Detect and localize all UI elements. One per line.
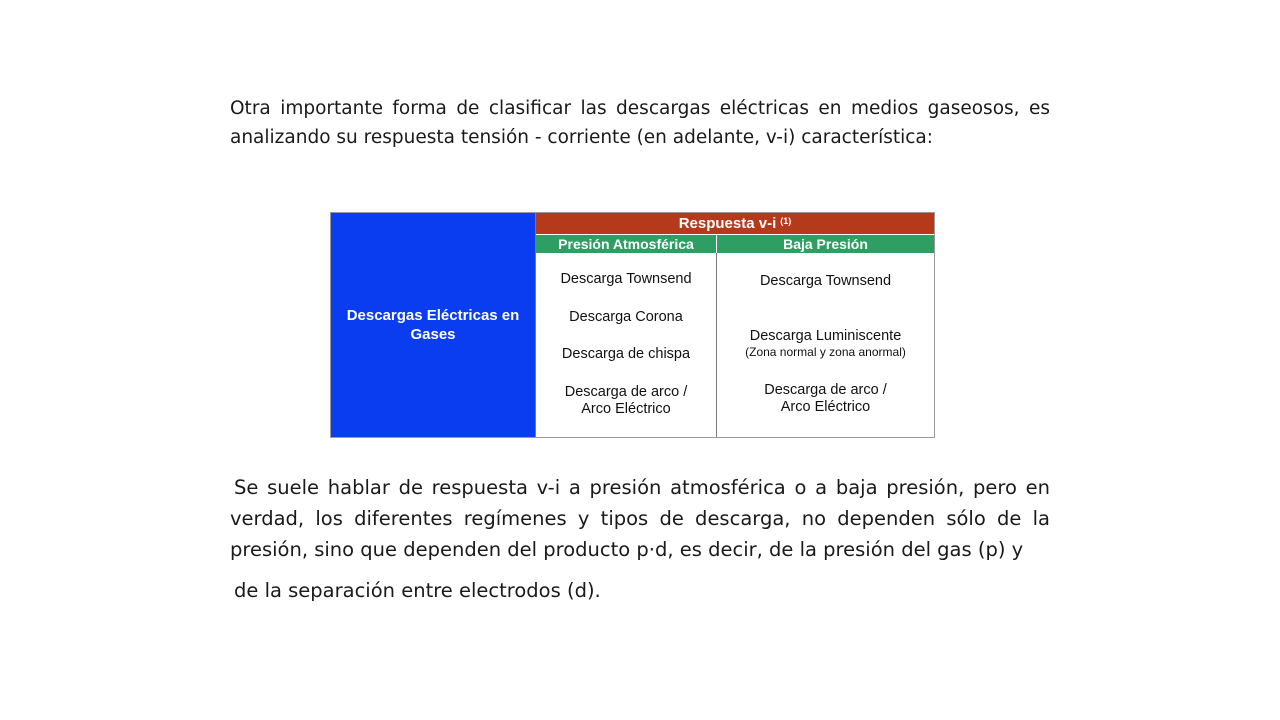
table-sub-header-row	[536, 235, 934, 253]
table-body	[536, 253, 934, 437]
baja-item	[717, 328, 934, 360]
top-header-label: Respuesta v-i	[678, 215, 777, 232]
table-top-header	[536, 213, 934, 235]
low-pressure-column	[717, 253, 934, 437]
table-left-header: Descargas Eléctricas en Gases	[346, 307, 520, 343]
outro-text: Se suele hablar de respuesta v-i a presión atmosférica o a baja presión, pero en verdad, los diferentes regímenes y tipos de descarga, no dependen sólo de la presión, sino que dependen del producto p·d, es decir, de la presión del gas (p) y	[230, 476, 1050, 561]
discharge-classification-table	[330, 212, 935, 438]
table-right-block	[536, 213, 934, 437]
col-header-low-pressure: Baja Presión	[783, 236, 868, 252]
baja-item: Descarga Townsend	[759, 273, 892, 289]
atm-item: Descarga de chispa	[561, 346, 691, 362]
atmospheric-column	[536, 253, 717, 437]
atm-item: Descarga Townsend	[560, 271, 692, 287]
baja-item-label: Descarga Luminiscente	[749, 328, 902, 344]
atm-item: Descarga Corona	[569, 309, 683, 325]
baja-item-note: (Zona normal y zona anormal)	[745, 345, 906, 359]
top-header-footnote: (1)	[780, 215, 792, 226]
baja-item: Descarga de arco / Arco Eléctrico	[764, 382, 887, 415]
outro-last-line: de la separación entre electrodos (d).	[234, 579, 601, 602]
atm-item: Descarga de arco / Arco Eléctrico	[564, 384, 688, 417]
table-left-header-cell	[331, 213, 536, 437]
outro-paragraph	[230, 472, 1050, 606]
intro-paragraph: Otra importante forma de clasificar las descargas eléctricas en medios gaseosos, es analizando su respuesta tensión - corriente (en adelante, v-i) característica:	[230, 98, 1050, 148]
col-header-atmospheric: Presión Atmosférica	[536, 235, 717, 253]
